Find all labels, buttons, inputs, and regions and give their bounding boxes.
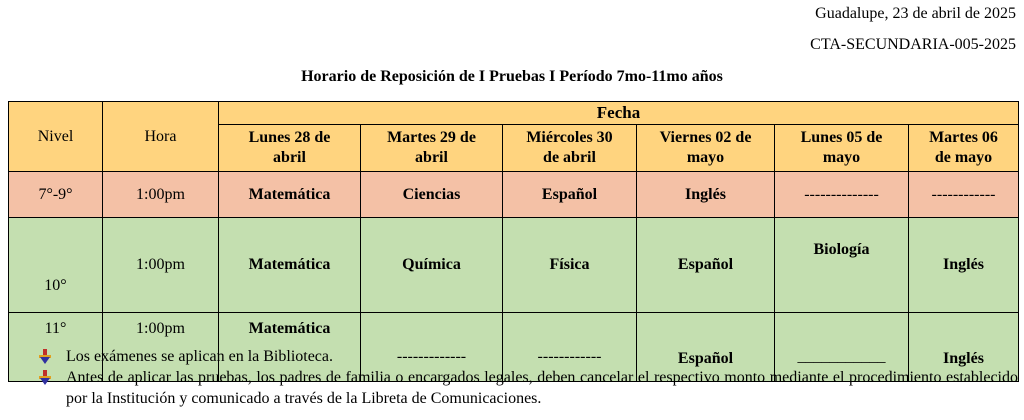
subject-cell: Física (503, 218, 637, 313)
page-title: Horario de Reposición de I Pruebas I Período 7mo-11mo años (301, 68, 723, 85)
subject-cell: Química (361, 218, 503, 313)
subject-cell: Inglés (909, 313, 1019, 382)
hora-cell: 1:00pm (103, 218, 219, 313)
subject-cell: Inglés (637, 172, 775, 218)
subject-cell: Español (637, 218, 775, 313)
nivel-cell: 7°-9° (9, 172, 103, 218)
subject-cell: Matemática (219, 172, 361, 218)
document-code: CTA-SECUNDARIA-005-2025 (810, 36, 1016, 53)
header-hora: Hora (103, 102, 219, 172)
date-header-4: Viernes 02 de mayo (637, 125, 775, 172)
notes-list (38, 346, 1018, 409)
empty-cell: ------------ (503, 313, 637, 382)
note-item: Antes de aplicar las pruebas, los padres de familia o encargados legales, deben cancelar el respectivo monto mediante el procedimiento establecido por la Institución y comunicado a través de la Libreta de Comunicaciones. (38, 367, 1018, 409)
subject-cell: Matemática (219, 218, 361, 313)
table-row (9, 218, 1019, 313)
subject-cell: Español (503, 172, 637, 218)
arrow-down-bullet-icon (38, 370, 52, 385)
date-header-6: Martes 06 de mayo (909, 125, 1019, 172)
note-item: Los exámenes se aplican en la Biblioteca. (38, 346, 1018, 367)
header-nivel: Nivel (9, 102, 103, 172)
empty-cell: ------------- (361, 313, 503, 382)
hora-cell: 1:00pm (103, 313, 219, 382)
date-header-1: Lunes 28 de abril (219, 125, 361, 172)
date-header-5: Lunes 05 de mayo (775, 125, 909, 172)
subject-cell: Biología (775, 218, 909, 313)
hora-cell: 1:00pm (103, 172, 219, 218)
empty-cell: -------------- (775, 172, 909, 218)
nivel-cell: 11° (9, 313, 103, 382)
table-row (9, 172, 1019, 218)
subject-cell: Ciencias (361, 172, 503, 218)
subject-cell: Matemática (219, 313, 361, 382)
subject-cell: Español (637, 313, 775, 382)
header-row-1 (9, 102, 1019, 125)
date-header-3: Miércoles 30 de abril (503, 125, 637, 172)
empty-cell: ___________ (775, 313, 909, 382)
date-line: Guadalupe, 23 de abril de 2025 (815, 5, 1016, 22)
header-fecha: Fecha (219, 102, 1019, 125)
date-header-2: Martes 29 de abril (361, 125, 503, 172)
nivel-cell: 10° (9, 218, 103, 313)
empty-cell: ------------ (909, 172, 1019, 218)
subject-cell: Inglés (909, 218, 1019, 313)
arrow-down-bullet-icon (38, 349, 52, 364)
schedule-table (8, 101, 1019, 382)
